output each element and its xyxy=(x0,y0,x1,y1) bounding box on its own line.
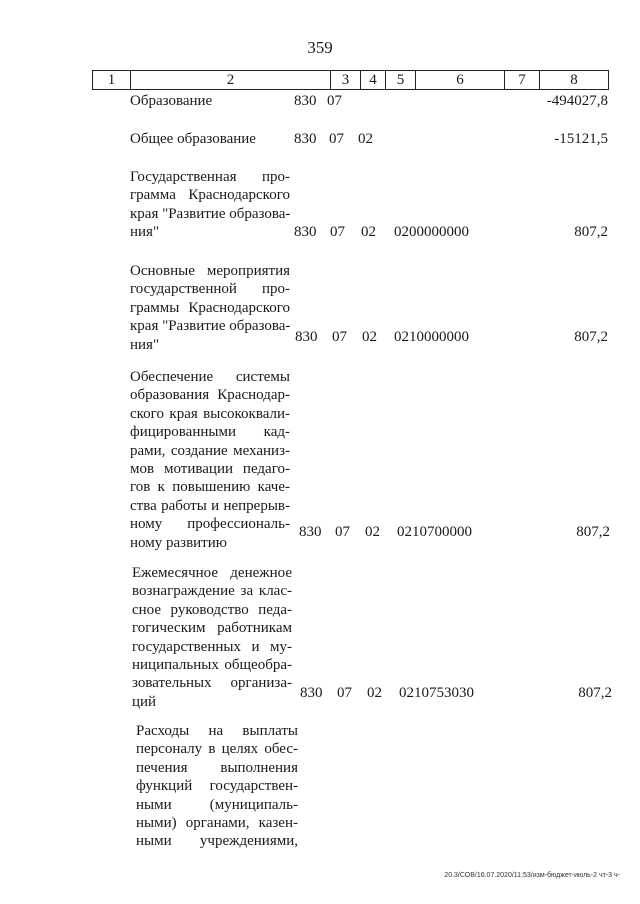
code-col4: 07 xyxy=(335,524,350,540)
page-number: 359 xyxy=(307,38,333,57)
description-line: края "Развитие образова- xyxy=(130,205,291,222)
description-line: Образование xyxy=(130,93,213,109)
code-col3: 830 xyxy=(294,131,317,147)
description-line: функций государствен- xyxy=(136,778,298,795)
code-col3: 830 xyxy=(295,329,318,345)
description-line: ства работы и непрерыв- xyxy=(130,497,290,514)
code-col3: 830 xyxy=(299,524,322,540)
description-line: края "Развитие образова- xyxy=(130,318,291,335)
description-line: ному развитию xyxy=(130,534,227,551)
column-number-5: 5 xyxy=(386,71,416,90)
description-line: Расходы на выплаты xyxy=(136,723,298,739)
column-number-8: 8 xyxy=(540,71,609,90)
description-line: ному профессиональ- xyxy=(130,516,290,533)
amount-col8: 807,2 xyxy=(578,685,612,701)
description-line: государственной про- xyxy=(130,281,290,298)
description-line: ными учреждениями, xyxy=(136,833,298,850)
description-line: Обеспечение системы xyxy=(130,369,290,385)
description-line: образования Краснодар- xyxy=(130,387,290,404)
description-line: зовательных организа- xyxy=(132,675,292,692)
description-line: грамма Краснодарского xyxy=(130,187,290,204)
description-line: сное руководство педа- xyxy=(132,601,292,618)
code-col5: 02 xyxy=(367,685,382,701)
code-col4: 07 xyxy=(330,224,345,240)
description-line: граммы Краснодарского xyxy=(130,299,290,316)
column-number-4: 4 xyxy=(361,71,386,90)
code-col5: 02 xyxy=(361,224,376,240)
description-line: Государственная про- xyxy=(130,169,290,185)
description-line: Основные мероприятия xyxy=(130,263,290,279)
code-col6: 0210000000 xyxy=(394,329,469,345)
code-col5: 02 xyxy=(365,524,380,540)
column-number-2: 2 xyxy=(131,71,331,90)
code-col4: 07 xyxy=(337,685,352,701)
description-line: ния" xyxy=(130,336,160,353)
amount-col8: 807,2 xyxy=(574,329,608,345)
code-col3: 830 xyxy=(294,224,317,240)
code-col5: 02 xyxy=(362,329,377,345)
description-line: Общее образование xyxy=(130,131,256,147)
description-line: фицированными кад- xyxy=(130,424,290,441)
code-col3: 830 xyxy=(294,93,317,109)
code-col4: 07 xyxy=(332,329,347,345)
code-col3: 830 xyxy=(300,685,323,701)
code-col4: 07 xyxy=(329,131,344,147)
description-line: ния" xyxy=(130,224,160,241)
column-number-1: 1 xyxy=(93,71,131,90)
description-line: государственных и му- xyxy=(132,638,292,655)
row-description xyxy=(136,722,298,851)
column-number-3: 3 xyxy=(331,71,361,90)
description-line: рами, создание механиз- xyxy=(130,442,290,459)
footer-stamp: 20.3/СОВ/16.07.2020/11:53/изм-бюджет-июль-2 чт-3 ч- xyxy=(444,872,620,879)
code-col5: 02 xyxy=(358,131,373,147)
row-description xyxy=(130,262,290,354)
description-line: гогическим работникам xyxy=(132,620,292,637)
amount-col8: -494027,8 xyxy=(546,93,608,109)
description-line: мов мотивации педаго- xyxy=(130,461,290,478)
description-line: ниципальных общеобра- xyxy=(132,657,292,674)
row-description xyxy=(132,564,292,711)
description-line: ными) органами, казен- xyxy=(136,815,298,832)
amount-col8: -15121,5 xyxy=(554,131,608,147)
row-description xyxy=(130,368,290,552)
description-line: ского края высококвали- xyxy=(130,405,290,422)
description-line: вознаграждение за клас- xyxy=(132,583,292,600)
code-col6: 0200000000 xyxy=(394,224,469,240)
code-col6: 0210753030 xyxy=(399,685,474,701)
amount-col8: 807,2 xyxy=(576,524,610,540)
amount-col8: 807,2 xyxy=(574,224,608,240)
column-number-7: 7 xyxy=(505,71,540,90)
description-line: печения выполнения xyxy=(136,759,298,776)
code-col6: 0210700000 xyxy=(397,524,472,540)
description-line: ными (муниципаль- xyxy=(136,796,298,813)
row-description xyxy=(130,168,290,242)
code-col4: 07 xyxy=(327,93,342,109)
column-number-6: 6 xyxy=(416,71,505,90)
column-header-table xyxy=(92,70,609,90)
description-line: гов к повышению каче- xyxy=(130,479,290,496)
description-line: персоналу в целях обес- xyxy=(136,741,298,758)
description-line: ций xyxy=(132,693,157,710)
description-line: Ежемесячное денежное xyxy=(132,565,292,581)
